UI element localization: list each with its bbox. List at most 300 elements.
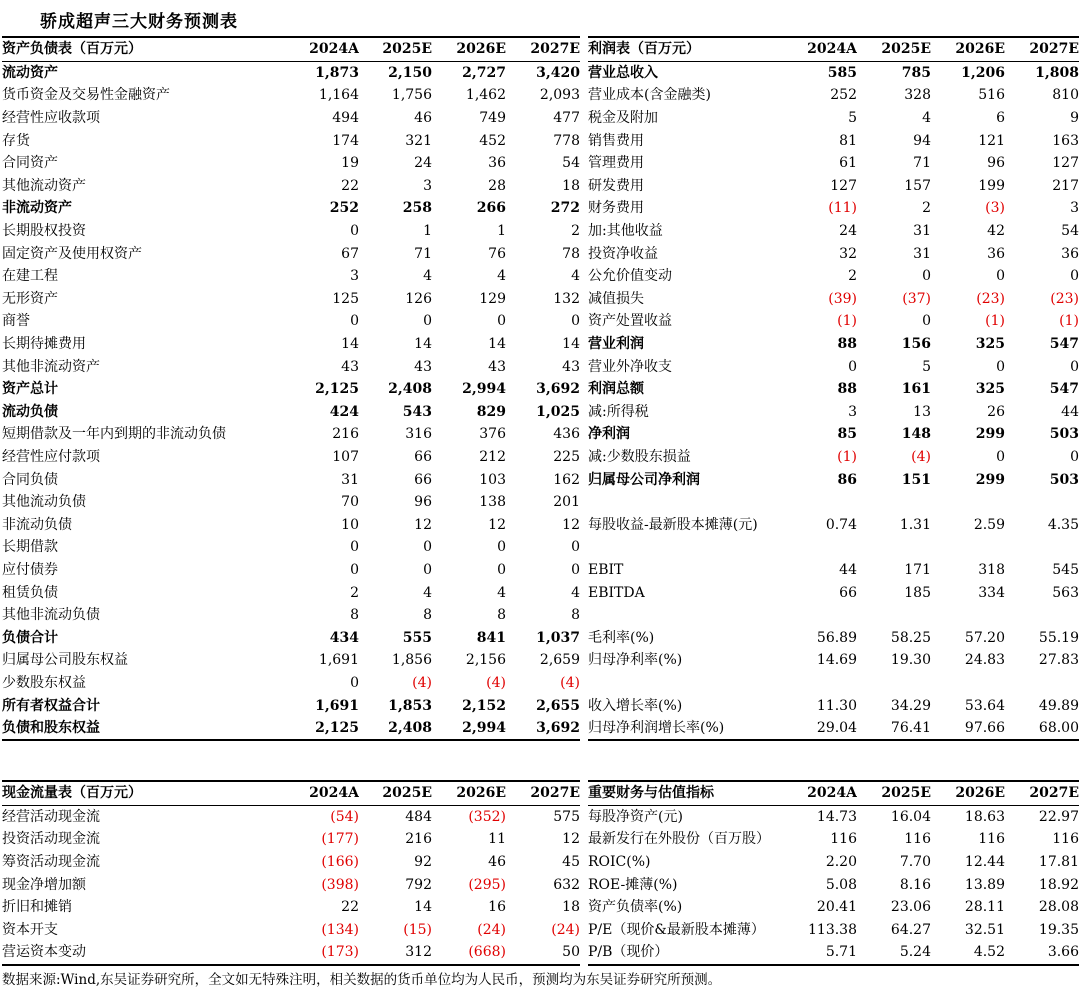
row-value: 0	[922, 313, 931, 330]
table-row	[2, 152, 580, 175]
row-value: 1.31	[899, 516, 931, 533]
row-label: 加:其他收益	[588, 223, 663, 240]
row-value: 44	[1061, 403, 1079, 420]
table-row	[588, 423, 1079, 446]
row-value: 1,206	[961, 64, 1005, 81]
row-value: 252	[329, 200, 359, 217]
row-value: 4	[423, 268, 432, 285]
row-value: 266	[476, 200, 506, 217]
table-header-label: 现金流量表（百万元）	[2, 781, 286, 805]
table-row	[588, 175, 1079, 198]
row-value: 0	[996, 268, 1005, 285]
row-value: 5	[922, 358, 931, 375]
row-value: 749	[479, 110, 506, 127]
row-value: 116	[830, 831, 857, 848]
row-value: 321	[405, 132, 432, 149]
row-value: 1,756	[391, 87, 432, 104]
row-label: 现金净增加额	[2, 876, 86, 893]
row-label: 营业总收入	[588, 64, 658, 81]
table-row	[2, 851, 580, 874]
row-value: 22	[341, 899, 359, 916]
row-label: 长期借款	[2, 539, 58, 556]
row-value: 12	[562, 516, 580, 533]
table-row	[588, 626, 1079, 649]
row-value: 23.06	[890, 899, 931, 916]
row-value: 20.41	[816, 899, 857, 916]
table-row	[2, 378, 580, 401]
row-value: 2,125	[315, 381, 359, 398]
row-value: 43	[488, 358, 506, 375]
row-value: 22	[341, 177, 359, 194]
table-row	[2, 401, 580, 424]
row-value: 2,156	[465, 652, 506, 669]
row-value: 32	[839, 245, 857, 262]
row-value: (4)	[911, 448, 931, 465]
row-label: 营业外净收支	[588, 358, 672, 375]
row-value: 43	[341, 358, 359, 375]
row-value	[931, 672, 1005, 695]
cash-flow-table	[2, 780, 580, 966]
row-value: 0	[848, 358, 857, 375]
row-value: 76.41	[857, 717, 931, 741]
row-value: 26	[987, 403, 1005, 420]
row-value: 24.83	[964, 652, 1005, 669]
row-value: 2,659	[539, 652, 580, 669]
row-value: 46	[488, 854, 506, 871]
row-value: 0	[350, 223, 359, 240]
table-row	[2, 559, 580, 582]
row-value: 555	[402, 629, 432, 646]
row-value	[1005, 491, 1079, 514]
row-value: 24	[414, 155, 432, 172]
row-value: 0	[571, 561, 580, 578]
row-value: 3,692	[506, 717, 580, 741]
row-label: P/E（现价&最新股本摊薄）	[588, 921, 765, 938]
row-value: 12	[488, 516, 506, 533]
row-value: 585	[827, 64, 857, 81]
year-header: 2025E	[359, 781, 432, 805]
row-value: 31	[341, 471, 359, 488]
row-value: 56.89	[816, 629, 857, 646]
table-row	[588, 197, 1079, 220]
table-row	[2, 175, 580, 198]
table-row	[588, 805, 1079, 828]
row-value: 45	[562, 854, 580, 871]
row-value: (295)	[468, 876, 506, 893]
table-row	[2, 828, 580, 851]
row-value: 7.70	[899, 854, 931, 871]
table-row	[2, 626, 580, 649]
table-row	[588, 333, 1079, 356]
row-value: 5.71	[783, 941, 857, 965]
row-value: 3	[350, 268, 359, 285]
row-value: 547	[1049, 381, 1079, 398]
row-value	[931, 491, 1005, 514]
row-value: 1,856	[391, 652, 432, 669]
row-value: 0	[423, 561, 432, 578]
row-value: 81	[839, 132, 857, 149]
row-value	[931, 604, 1005, 627]
table-row	[2, 310, 580, 333]
row-value: 18	[562, 899, 580, 916]
row-value: 0	[497, 313, 506, 330]
row-value: 78	[562, 245, 580, 262]
table-row	[588, 401, 1079, 424]
row-value: 10	[341, 516, 359, 533]
row-label: 归属母公司净利润	[588, 471, 700, 488]
row-label: 最新发行在外股份（百万股）	[588, 831, 770, 848]
row-value: (398)	[321, 876, 359, 893]
table-row	[588, 491, 1079, 514]
row-label: 经营活动现金流	[2, 808, 100, 825]
row-label	[588, 672, 783, 695]
row-value: 2,727	[462, 64, 506, 81]
year-header: 2027E	[506, 781, 580, 805]
row-value: 14.73	[816, 808, 857, 825]
row-value: 252	[830, 87, 857, 104]
table-row	[588, 581, 1079, 604]
row-value: 4	[423, 584, 432, 601]
row-value: 174	[332, 132, 359, 149]
row-value: 185	[904, 584, 931, 601]
row-value: 1,808	[1035, 64, 1079, 81]
row-value: 43	[414, 358, 432, 375]
table-header-label: 资产负债表（百万元）	[2, 37, 286, 61]
table-row	[588, 896, 1079, 919]
row-value: (15)	[403, 921, 432, 938]
row-value	[1005, 672, 1079, 695]
row-value: 2.59	[973, 516, 1005, 533]
row-label: 合同资产	[2, 155, 58, 172]
row-label: 投资净收益	[588, 245, 658, 262]
row-label: 所有者权益合计	[2, 697, 100, 714]
row-label: 无形资产	[2, 290, 58, 307]
row-value: 4	[571, 584, 580, 601]
row-value: 76	[488, 245, 506, 262]
row-value	[857, 491, 931, 514]
row-label: 营运资本变动	[2, 941, 286, 965]
row-value: 376	[479, 426, 506, 443]
table-row	[588, 152, 1079, 175]
row-label: 投资活动现金流	[2, 831, 100, 848]
row-value: 12.44	[964, 854, 1005, 871]
row-value: (177)	[321, 831, 359, 848]
row-value: 0	[423, 539, 432, 556]
row-label: 其他非流动资产	[2, 358, 100, 375]
row-value: 5.08	[825, 876, 857, 893]
row-value: 2	[350, 584, 359, 601]
table-header-row	[2, 37, 580, 61]
row-value: 4	[497, 268, 506, 285]
row-label: 折旧和摊销	[2, 899, 72, 916]
row-value: 19.30	[890, 652, 931, 669]
row-value: 44	[839, 561, 857, 578]
row-value: 3	[848, 403, 857, 420]
row-value: 424	[329, 403, 359, 420]
table-row	[2, 84, 580, 107]
row-value: 1	[423, 223, 432, 240]
row-value: 0	[996, 358, 1005, 375]
page-title: 骄成超声三大财务预测表	[40, 12, 238, 32]
row-value: 11	[488, 831, 506, 848]
table-row	[588, 604, 1079, 627]
row-label: 毛利率(%)	[588, 629, 655, 646]
row-value: 258	[402, 200, 432, 217]
row-value: 477	[553, 110, 580, 127]
table-row	[588, 107, 1079, 130]
row-value: 0	[922, 268, 931, 285]
row-value: 0	[996, 448, 1005, 465]
table-row	[2, 129, 580, 152]
row-value: 3,692	[536, 381, 580, 398]
row-value: 14	[414, 899, 432, 916]
row-value: 2,408	[388, 381, 432, 398]
row-value: 97.66	[931, 717, 1005, 741]
row-value: 132	[553, 290, 580, 307]
row-label: 存货	[2, 132, 30, 149]
row-label: 管理费用	[588, 155, 644, 172]
table-row	[588, 649, 1079, 672]
table-row	[2, 220, 580, 243]
row-value: 54	[1061, 223, 1079, 240]
row-label: 少数股东权益	[2, 674, 86, 691]
row-value: 434	[329, 629, 359, 646]
row-value: (37)	[902, 290, 931, 307]
table-row	[588, 873, 1079, 896]
row-value: 2,152	[462, 697, 506, 714]
row-value: (54)	[330, 808, 359, 825]
row-value: 2	[571, 223, 580, 240]
row-label: 在建工程	[2, 268, 58, 285]
row-label: 合同负债	[2, 471, 58, 488]
row-value: 138	[479, 494, 506, 511]
row-value: 494	[332, 110, 359, 127]
table-header-row	[2, 781, 580, 805]
table-header-label: 利润表（百万元）	[588, 37, 783, 61]
row-value: 316	[405, 426, 432, 443]
row-label: 营业利润	[588, 336, 644, 353]
row-value: 18	[562, 177, 580, 194]
row-value: 94	[913, 132, 931, 149]
row-value: 68.00	[1005, 717, 1079, 741]
row-value: 312	[359, 941, 432, 965]
row-value: 1,037	[536, 629, 580, 646]
row-value: 299	[975, 426, 1005, 443]
row-value: 2,655	[536, 697, 580, 714]
row-value: 563	[1052, 584, 1079, 601]
table-row	[588, 468, 1079, 491]
row-value: 107	[332, 448, 359, 465]
table-row	[2, 265, 580, 288]
footnote: 数据来源:Wind,东吴证券研究所，全文如无特殊注明，相关数据的货币单位均为人民币，预测均为东吴证券研究所预测。	[2, 972, 722, 988]
row-value: 157	[904, 177, 931, 194]
year-header: 2026E	[432, 37, 506, 61]
row-value: (3)	[985, 200, 1005, 217]
table-row	[2, 717, 580, 741]
row-value: 16.04	[890, 808, 931, 825]
row-value: 92	[414, 854, 432, 871]
row-value	[1005, 604, 1079, 627]
row-value: 3	[1070, 200, 1079, 217]
row-value: 1,164	[318, 87, 359, 104]
key-metrics-table	[588, 780, 1079, 966]
row-value: 28.11	[964, 899, 1005, 916]
row-value: 43	[562, 358, 580, 375]
table-row	[588, 310, 1079, 333]
row-value	[1005, 536, 1079, 559]
table-row	[2, 805, 580, 828]
row-value: (1)	[1059, 313, 1079, 330]
table-row	[588, 536, 1079, 559]
row-value: 778	[553, 132, 580, 149]
table-row	[2, 333, 580, 356]
row-value: 0	[350, 674, 359, 691]
row-value: 1,873	[315, 64, 359, 81]
row-value: (23)	[976, 290, 1005, 307]
row-value: 17.81	[1038, 854, 1079, 871]
row-value: 96	[987, 155, 1005, 172]
row-value: 161	[901, 381, 931, 398]
row-label: P/B（现价）	[588, 941, 783, 965]
row-value: (23)	[1050, 290, 1079, 307]
row-value: 2,994	[462, 381, 506, 398]
row-value: 13	[913, 403, 931, 420]
row-value: 28.08	[1038, 899, 1079, 916]
row-value: 299	[975, 471, 1005, 488]
row-label: 每股收益-最新股本摊薄(元)	[588, 516, 758, 533]
row-value: 8	[571, 607, 580, 624]
row-value: 2,994	[432, 717, 506, 741]
row-label: 归母净利率(%)	[588, 652, 683, 669]
row-value: 810	[1052, 87, 1079, 104]
row-label: 经营性应收款项	[2, 110, 100, 127]
row-value: 0	[350, 561, 359, 578]
row-value: 1,462	[465, 87, 506, 104]
row-value: 318	[978, 561, 1005, 578]
row-value: 484	[405, 808, 432, 825]
row-label: 租赁负债	[2, 584, 58, 601]
row-label: 商誉	[2, 313, 30, 330]
row-value: 3.66	[1005, 941, 1079, 965]
row-value: 18.92	[1038, 876, 1079, 893]
table-row	[2, 355, 580, 378]
row-value: 0	[571, 313, 580, 330]
table-row	[588, 694, 1079, 717]
table-row	[588, 828, 1079, 851]
row-value: (1)	[985, 313, 1005, 330]
row-value: 4	[571, 268, 580, 285]
row-value	[857, 604, 931, 627]
row-value: 36	[987, 245, 1005, 262]
row-value: 792	[405, 876, 432, 893]
row-value: 1,691	[315, 697, 359, 714]
row-value: 14	[562, 336, 580, 353]
row-value: 31	[913, 223, 931, 240]
row-value: 32.51	[964, 921, 1005, 938]
row-value: 9	[1070, 110, 1079, 127]
row-label	[588, 604, 783, 627]
row-value: 2,093	[539, 87, 580, 104]
row-value: 24	[839, 223, 857, 240]
row-value: 0	[497, 539, 506, 556]
row-value: 36	[1061, 245, 1079, 262]
row-value: 29.04	[783, 717, 857, 741]
row-value: 22.97	[1038, 808, 1079, 825]
year-header: 2027E	[1005, 781, 1079, 805]
row-value: 503	[1049, 471, 1079, 488]
row-value: 4	[497, 584, 506, 601]
row-value: 5	[848, 110, 857, 127]
year-header: 2026E	[931, 37, 1005, 61]
row-value: 2.20	[825, 854, 857, 871]
row-value: 1,025	[536, 403, 580, 420]
row-label: 财务费用	[588, 200, 644, 217]
table-row	[588, 378, 1079, 401]
row-value: 96	[414, 494, 432, 511]
table-row	[588, 559, 1079, 582]
row-label: 流动资产	[2, 64, 58, 81]
row-label: 其他流动资产	[2, 177, 86, 194]
row-value: (173)	[286, 941, 359, 965]
row-value: 0	[350, 539, 359, 556]
row-value: 12	[562, 831, 580, 848]
row-value: 632	[553, 876, 580, 893]
row-label: 负债合计	[2, 629, 58, 646]
row-label: 资产总计	[2, 381, 58, 398]
row-value: 86	[837, 471, 857, 488]
row-value: 2,125	[286, 717, 359, 741]
row-value: 328	[904, 87, 931, 104]
table-row	[588, 84, 1079, 107]
row-label: 收入增长率(%)	[588, 697, 683, 714]
row-value: 88	[837, 336, 857, 353]
row-value: 14	[414, 336, 432, 353]
row-label: 研发费用	[588, 177, 644, 194]
table-row	[2, 536, 580, 559]
table-row	[588, 242, 1079, 265]
row-value: 14	[341, 336, 359, 353]
row-value: 543	[402, 403, 432, 420]
row-value: (1)	[837, 313, 857, 330]
row-value: 18.63	[964, 808, 1005, 825]
row-value: 325	[975, 336, 1005, 353]
table-header-row	[588, 37, 1079, 61]
table-row	[2, 919, 580, 942]
year-header: 2026E	[931, 781, 1005, 805]
row-value: 113.38	[808, 921, 857, 938]
row-value: 55.19	[1038, 629, 1079, 646]
row-label: 其他流动负债	[2, 494, 86, 511]
row-label: 每股净资产(元)	[588, 808, 683, 825]
row-value	[783, 536, 857, 559]
row-value: 201	[553, 494, 580, 511]
row-value	[857, 672, 931, 695]
row-label: 货币资金及交易性金融资产	[2, 87, 170, 104]
row-value: 216	[332, 426, 359, 443]
row-label: 税金及附加	[588, 110, 658, 127]
row-value: 125	[332, 290, 359, 307]
table-row	[2, 423, 580, 446]
year-header: 2025E	[857, 37, 931, 61]
row-value: 53.64	[964, 697, 1005, 714]
row-value: (4)	[560, 674, 580, 691]
row-value: 14.69	[816, 652, 857, 669]
row-value: 126	[405, 290, 432, 307]
row-value: 841	[476, 629, 506, 646]
row-value: 116	[1052, 831, 1079, 848]
row-value: 5.24	[857, 941, 931, 965]
row-value: 85	[837, 426, 857, 443]
